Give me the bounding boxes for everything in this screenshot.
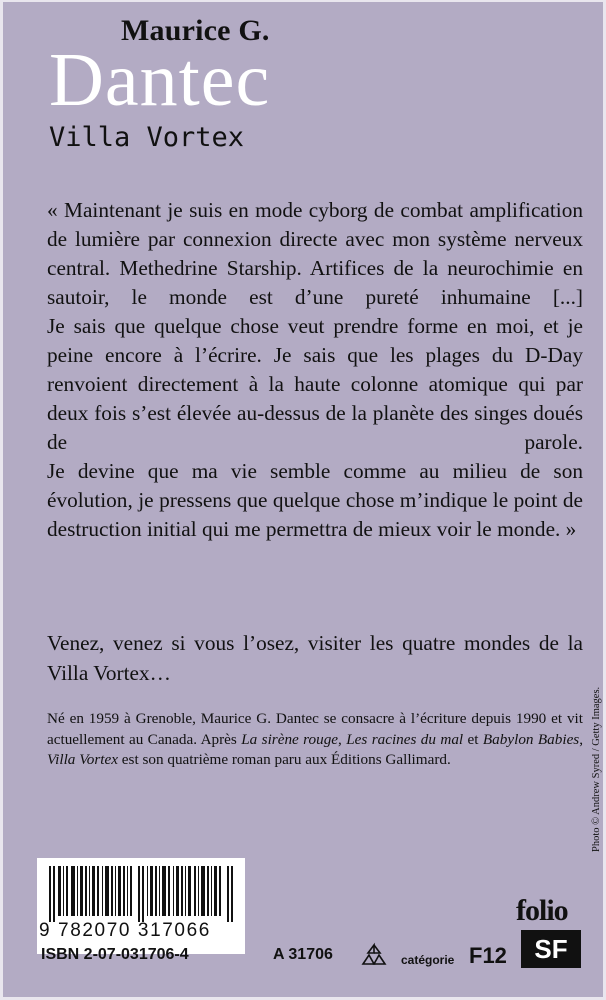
teaser-text: Venez, venez si vous l’osez, visiter les quatre mondes de la Villa Vortex… bbox=[47, 631, 583, 685]
catalog-code: A 31706 bbox=[273, 946, 333, 963]
bio-separator: , bbox=[338, 730, 347, 748]
work-title: Les racines du mal bbox=[346, 730, 464, 748]
bio-text: est son quatrième roman paru aux Éditions Gallimard. bbox=[118, 751, 451, 768]
bio-separator: , bbox=[579, 730, 584, 748]
bio-text: Né en 1959 à Grenoble, Maurice G. Dantec se consacre à l’écriture depuis 1990 et vit actuellement au Canada. Après bbox=[47, 710, 583, 748]
category-value: F12 bbox=[469, 943, 507, 968]
author-first-name: Maurice G. bbox=[121, 14, 270, 47]
barcode bbox=[37, 858, 245, 954]
barcode-bars bbox=[47, 866, 235, 922]
quote-paragraph: Je devine que ma vie semble comme au milieu de son évolution, je pressens que quelque chose m’indique le point de destruction initial qui me permettra de mieux voir le monde. » bbox=[47, 459, 583, 541]
publisher-sf-logo: SF bbox=[521, 930, 581, 968]
photo-credit: Photo © Andrew Syred / Getty Images. bbox=[591, 686, 602, 852]
work-title: La sirène rouge bbox=[241, 730, 339, 748]
bio-separator: et bbox=[463, 730, 483, 748]
book-title: Villa Vortex bbox=[49, 122, 245, 153]
barcode-digits: 9 782070 317066 bbox=[39, 920, 211, 941]
quote-block bbox=[47, 196, 583, 544]
quote-paragraph: « Maintenant je suis en mode cyborg de combat amplification de lumière par connexion directe avec mon système nerveux central. Methedrine Starship. Artifices de la neurochimie en sautoir, le monde est d’une pureté inhumaine [...] bbox=[47, 198, 583, 309]
category-label: catégorie bbox=[401, 953, 455, 967]
work-title: Villa Vortex bbox=[47, 751, 118, 768]
isbn: ISBN 2-07-031706-4 bbox=[41, 946, 189, 963]
publisher-folio-logo: folio bbox=[516, 894, 568, 927]
author-bio bbox=[47, 709, 583, 771]
author-last-name: Dantec bbox=[49, 38, 271, 122]
work-title: Babylon Babies bbox=[482, 730, 580, 748]
publisher-emblem-icon bbox=[359, 942, 389, 968]
quote-paragraph: Je sais que quelque chose veut prendre forme en moi, et je peine encore à l’écrire. Je sais que les plages du D-Day renvoient directement à la haute colonne atomique qui par deux fois s’est élevée au-dessus de la planète des singes doués de parole. bbox=[47, 314, 583, 454]
